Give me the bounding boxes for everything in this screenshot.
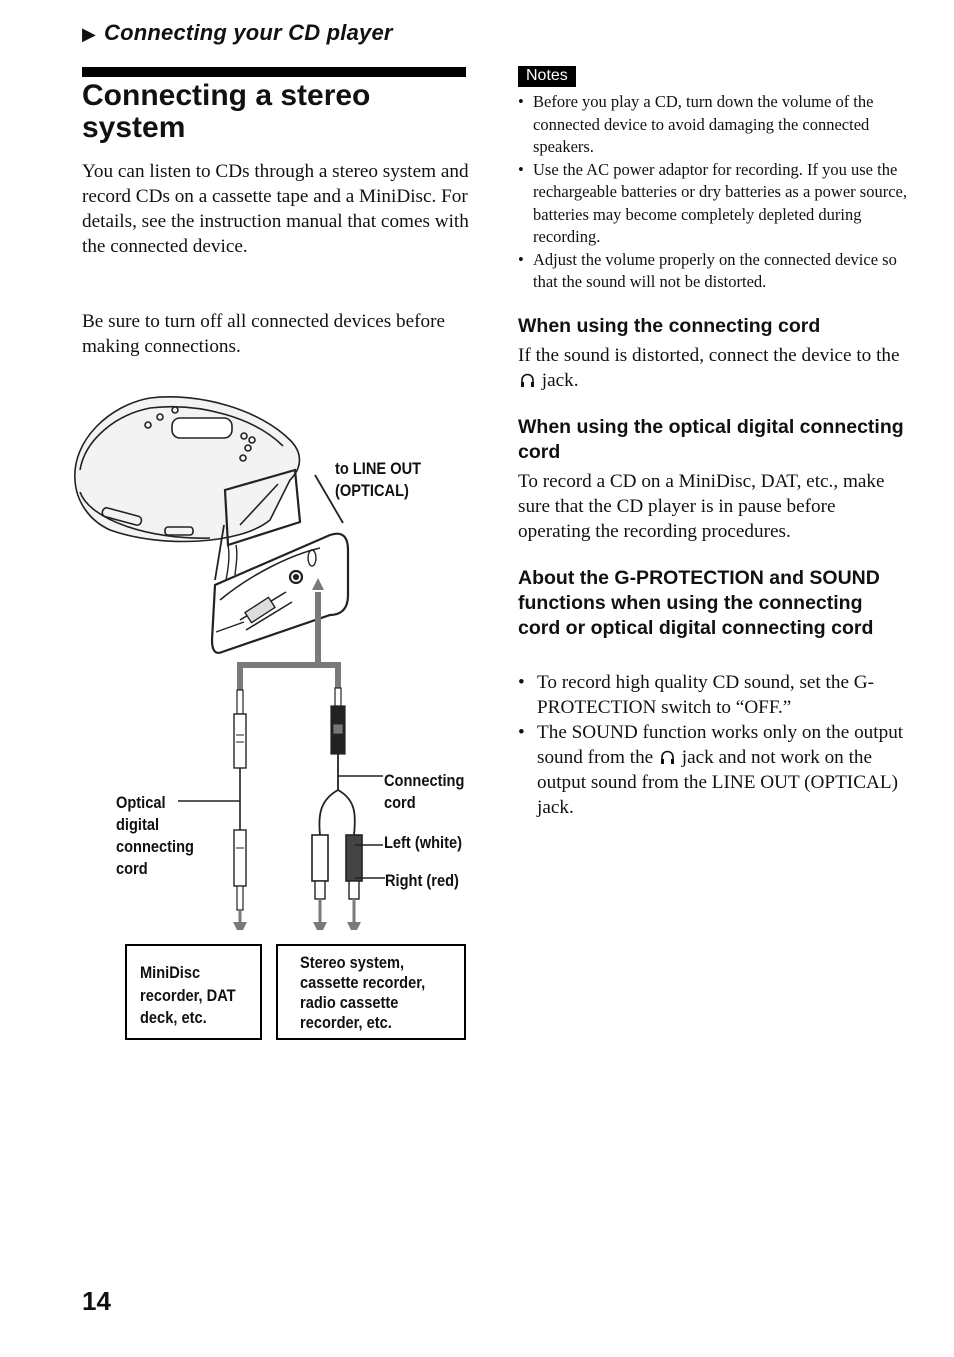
intro-paragraph-1: You can listen to CDs through a stereo system and record CDs on a cassette tape and a MiniDisc. For details, see the instruction manual that comes with the connected device. xyxy=(82,161,469,257)
notes-list xyxy=(518,91,908,294)
optical-cord-text: To record a CD on a MiniDisc, DAT, etc., make sure that the CD player is in pause before operating the recording procedures. xyxy=(518,471,885,542)
connecting-cord-label xyxy=(384,770,464,814)
connecting-cord-label-line: cord xyxy=(384,793,416,812)
connecting-cord-text-after: jack. xyxy=(537,370,579,391)
note-item: • Use the AC power adaptor for recording. If you use the rechargeable batteries or dry batteries as a power source, batteries may become completely depleted during recording. xyxy=(518,159,908,249)
connecting-cord-text-before: If the sound is distorted, connect the device to the xyxy=(518,345,900,366)
optical-cord-heading: When using the optical digital connecting cord xyxy=(518,416,904,463)
optical-cord-label xyxy=(116,792,194,880)
right-red-label: Right (red) xyxy=(385,871,459,890)
left-white-label: Left (white) xyxy=(384,833,462,852)
headphones-icon xyxy=(660,749,675,765)
intro-paragraph-2: Be sure to turn off all connected devices before making connections. xyxy=(82,311,445,357)
minidisc-box-line: deck, etc. xyxy=(140,1008,207,1027)
minidisc-box-line: recorder, DAT xyxy=(140,985,236,1005)
jack-detail-illustration xyxy=(212,534,348,653)
line-out-label-line: to LINE OUT xyxy=(335,459,422,478)
stereo-box-text xyxy=(300,953,425,1033)
page-title: Connecting a stereo system xyxy=(82,79,371,144)
cd-player-illustration xyxy=(75,397,300,580)
minidisc-box-text xyxy=(140,962,236,1030)
note-item: • Before you play a CD, turn down the volume of the connected device to avoid damaging the connected speakers. xyxy=(518,91,908,159)
optical-cord-illustration xyxy=(234,690,246,910)
g-protection-item: • To record high quality CD sound, set the G-PROTECTION switch to “OFF.” xyxy=(518,670,908,720)
section-header xyxy=(82,20,393,46)
stereo-box-line: cassette recorder, xyxy=(300,973,426,992)
minidisc-box-line: MiniDisc xyxy=(140,963,201,982)
stereo-box-line: recorder, etc. xyxy=(300,1013,392,1032)
headphones-icon xyxy=(520,372,535,388)
page-number: 14 xyxy=(82,1286,111,1316)
minidisc-destination-box xyxy=(125,944,262,1040)
g-protection-item xyxy=(518,720,908,820)
connecting-cord-heading: When using the connecting cord xyxy=(518,315,821,337)
section-header-text: Connecting your CD player xyxy=(104,20,393,45)
triangle-marker-icon: ▶ xyxy=(82,24,97,44)
notes-badge: Notes xyxy=(518,66,576,87)
g-protection-item-after: jack and not work on the output sound from the LINE OUT (OPTICAL) jack. xyxy=(537,747,898,818)
line-out-label xyxy=(335,458,421,502)
destination-arrowheads xyxy=(233,922,361,930)
stereo-destination-box xyxy=(276,944,466,1040)
g-protection-list xyxy=(518,670,908,820)
destination-arrows xyxy=(240,899,354,925)
note-item: • Adjust the volume properly on the connected device so that the sound will not be distorted. xyxy=(518,249,908,294)
stereo-box-line: Stereo system, xyxy=(300,953,405,972)
line-out-label-line: (OPTICAL) xyxy=(335,481,409,500)
stereo-cord-illustration xyxy=(312,688,362,899)
stereo-box-line: radio cassette xyxy=(300,993,399,1012)
title-rule xyxy=(82,67,466,77)
g-protection-item-before: The SOUND function works only on the output sound from the xyxy=(537,722,904,768)
g-protection-heading: About the G-PROTECTION and SOUND functions when using the connecting cord or optical digital connecting cord xyxy=(518,567,880,639)
optical-cord-label-line: connecting xyxy=(116,837,194,856)
connecting-cord-label-line: Connecting xyxy=(384,771,465,790)
optical-cord-label-line: Optical xyxy=(116,793,166,812)
connecting-cord-text xyxy=(518,343,903,393)
optical-cord-label-line: digital xyxy=(116,815,160,834)
optical-cord-label-line: cord xyxy=(116,859,148,878)
